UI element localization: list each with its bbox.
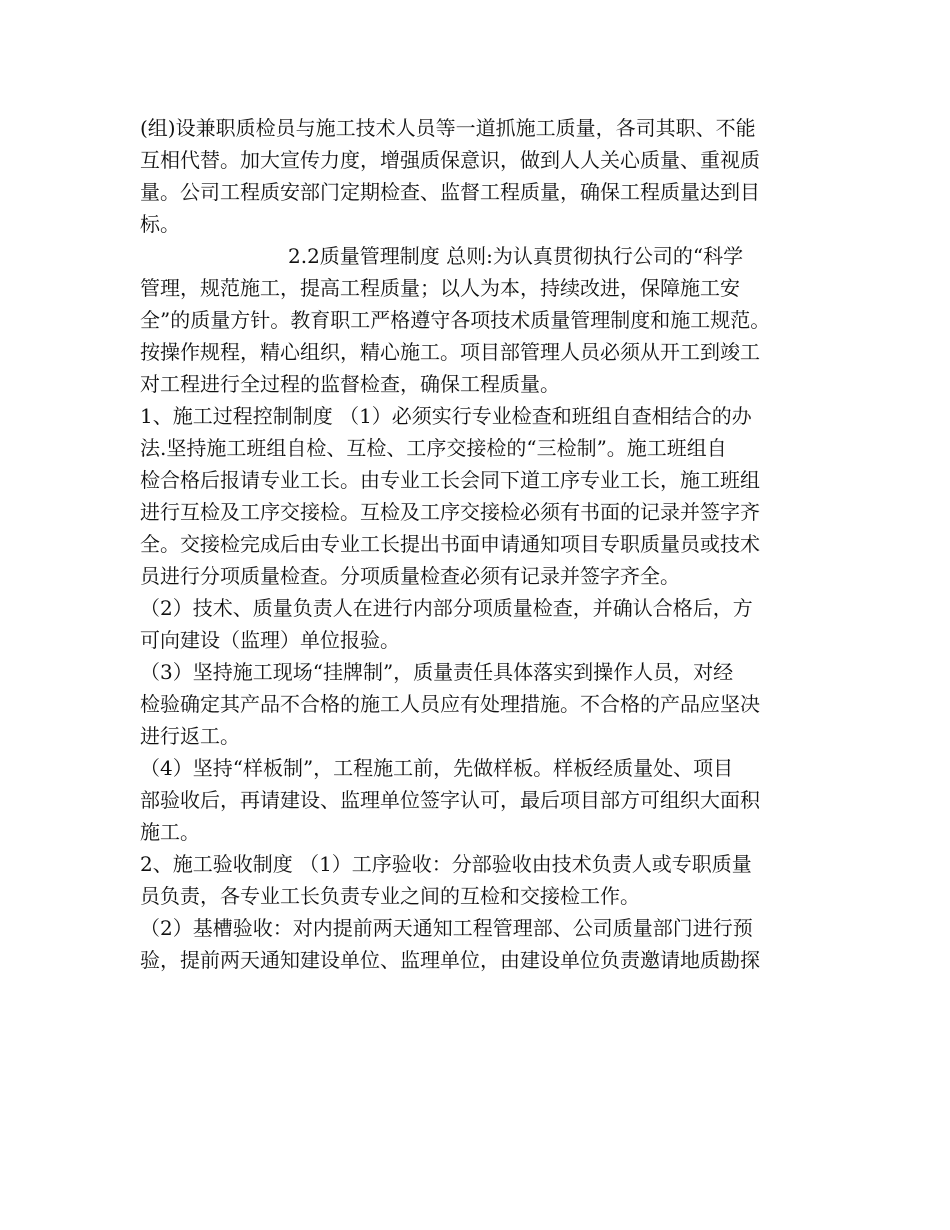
text-line: 互相代替。加大宣传力度，增强质保意识，做到人人关心质量、重视质 (140, 148, 760, 172)
text-line: 检合格后报请专业工长。由专业工长会同下道工序专业工长，施工班组 (140, 468, 760, 492)
text-line: 标。 (140, 212, 180, 236)
text-line: （3）坚持施工现场“挂牌制”，质量责任具体落实到操作人员，对经 (140, 660, 734, 684)
text-line: 检验确定其产品不合格的施工人员应有处理措施。不合格的产品应坚决 (140, 692, 760, 716)
text-line: (组)设兼职质检员与施工技术人员等一道抓施工质量，各司其职、不能 (140, 116, 756, 140)
text-line: 进行互检及工序交接检。互检及工序交接检必须有书面的记录并签字齐 (140, 500, 760, 524)
text-line: 按操作规程，精心组织，精心施工。项目部管理人员必须从开工到竣工 (140, 340, 760, 364)
text-line: 可向建设（监理）单位报验。 (140, 628, 400, 652)
text-line: 全”的质量方针。教育职工严格遵守各项技术质量管理制度和施工规范。 (140, 308, 771, 332)
text-line: 部验收后，再请建设、监理单位签字认可，最后项目部方可组织大面积 (140, 788, 760, 812)
text-line: 员进行分项质量检查。分项质量检查必须有记录并签字齐全。 (140, 564, 680, 588)
text-line: 验，提前两天通知建设单位、监理单位，由建设单位负责邀请地质勘探 (140, 948, 760, 972)
document-body (140, 112, 820, 976)
text-line: 管理，规范施工，提高工程质量；以人为本，持续改进，保障施工安 (140, 276, 740, 300)
text-line: 1、施工过程控制制度 （1）必须实行专业检查和班组自查相结合的办 (140, 404, 752, 428)
text-line: （2）技术、质量负责人在进行内部分项质量检查，并确认合格后，方 (140, 596, 753, 620)
text-line: 法.坚持施工班组自检、互检、工序交接检的“三检制”。施工班组自 (140, 436, 727, 460)
text-line: 量。公司工程质安部门定期检查、监督工程质量，确保工程质量达到目 (140, 180, 760, 204)
text-line: 施工。 (140, 820, 200, 844)
text-line: 进行返工。 (140, 724, 240, 748)
text-line: 员负责，各专业工长负责专业之间的互检和交接检工作。 (140, 884, 640, 908)
section-heading-line: 2.2质量管理制度 总则:为认真贯彻执行公司的“科学 (288, 244, 744, 268)
text-line: （2）基槽验收：对内提前两天通知工程管理部、公司质量部门进行预 (140, 916, 753, 940)
text-line: 2、施工验收制度 （1）工序验收：分部验收由技术负责人或专职质量 (140, 852, 752, 876)
text-line: 全。交接检完成后由专业工长提出书面申请通知项目专职质量员或技术 (140, 532, 760, 556)
text-line: （4）坚持“样板制”，工程施工前，先做样板。样板经质量处、项目 (140, 756, 734, 780)
text-line: 对工程进行全过程的监督检查，确保工程质量。 (140, 372, 560, 396)
